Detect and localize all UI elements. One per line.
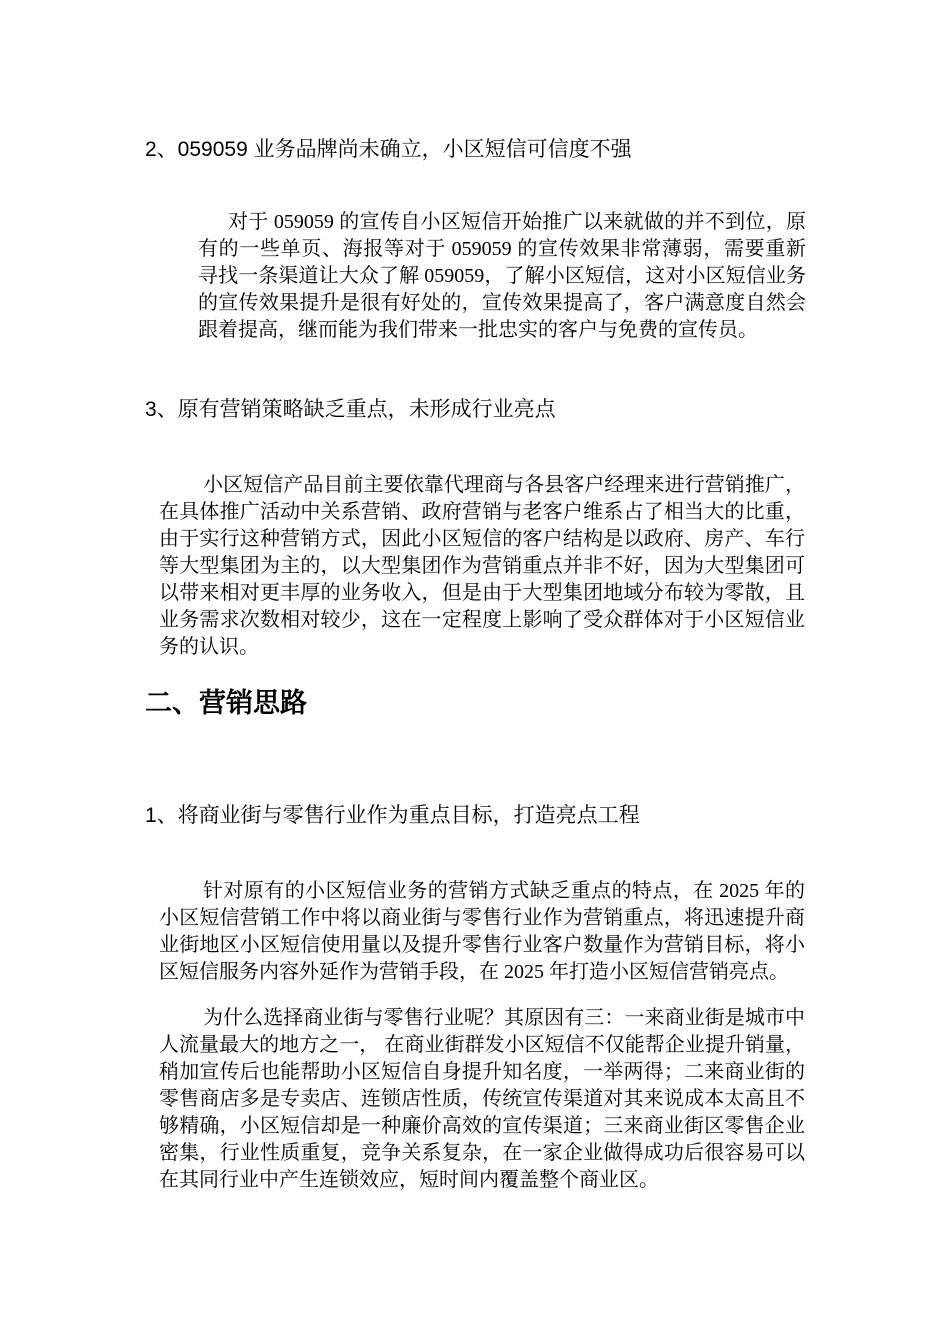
section-2-paragraph: 对于 059059 的宣传自小区短信开始推广以来就做的并不到位，原有的一些单页、海报等对于 059059 的宣传效果非常薄弱，需要重新寻找一条渠道让大众了解 059059，了解小区短信，这对小区短信业务的宣传效果提升是很有好处的，宣传效果提高了，客户满意度自然会跟着提高，继而能为我们带来一批忠实的客户与免费的宣传员。: [198, 211, 806, 341]
section-3-heading: 3、原有营销策略缺乏重点，未形成行业亮点: [145, 398, 556, 421]
subsection-1-paragraph-1: 针对原有的小区短信业务的营销方式缺乏重点的特点，在 2025 年的小区短信营销工作中将以商业街与零售行业作为营销重点，将迅速提升商业街地区小区短信使用量以及提升零售行业客户数量作为营销目标，将小区短信服务内容外延作为营销手段，在 2025 年打造小区短信营销亮点。: [159, 880, 805, 983]
section-3-paragraph: 小区短信产品目前主要依靠代理商与各县客户经理来进行营销推广，在具体推广活动中关系营销、政府营销与老客户维系占了相当大的比重，由于实行这种营销方式，因此小区短信的客户结构是以政府、房产、车行等大型集团为主的，以大型集团作为营销重点并非不好，因为大型集团可以带来相对更丰厚的业务收入，但是由于大型集团地域分布较为零散，且业务需求次数相对较少，这在一定程度上影响了受众群体对于小区短信业务的认识。: [159, 474, 805, 658]
subsection-1-heading: 1、将商业街与零售行业作为重点目标，打造亮点工程: [145, 804, 640, 827]
section-2-heading: 2、059059 业务品牌尚未确立，小区短信可信度不强: [145, 138, 632, 161]
subsection-1-paragraph-2: 为什么选择商业街与零售行业呢？其原因有三：一来商业街是城市中人流量最大的地方之一， 在商业街群发小区短信不仅能帮企业提升销量，稍加宣传后也能帮助小区短信自身提升知名度，一举两得；二来商业街的零售商店多是专卖店、连锁店性质，传统宣传渠道对其来说成本太高且不够精确，小区短信却是一种廉价高效的宣传渠道；三来商业街区零售企业密集，行业性质重复，竞争关系复杂，在一家企业做得成功后很容易可以在其同行业中产生连锁效应，短时间内覆盖整个商业区。: [159, 1007, 805, 1191]
chapter-2-heading: 二、营销思路: [145, 688, 307, 718]
